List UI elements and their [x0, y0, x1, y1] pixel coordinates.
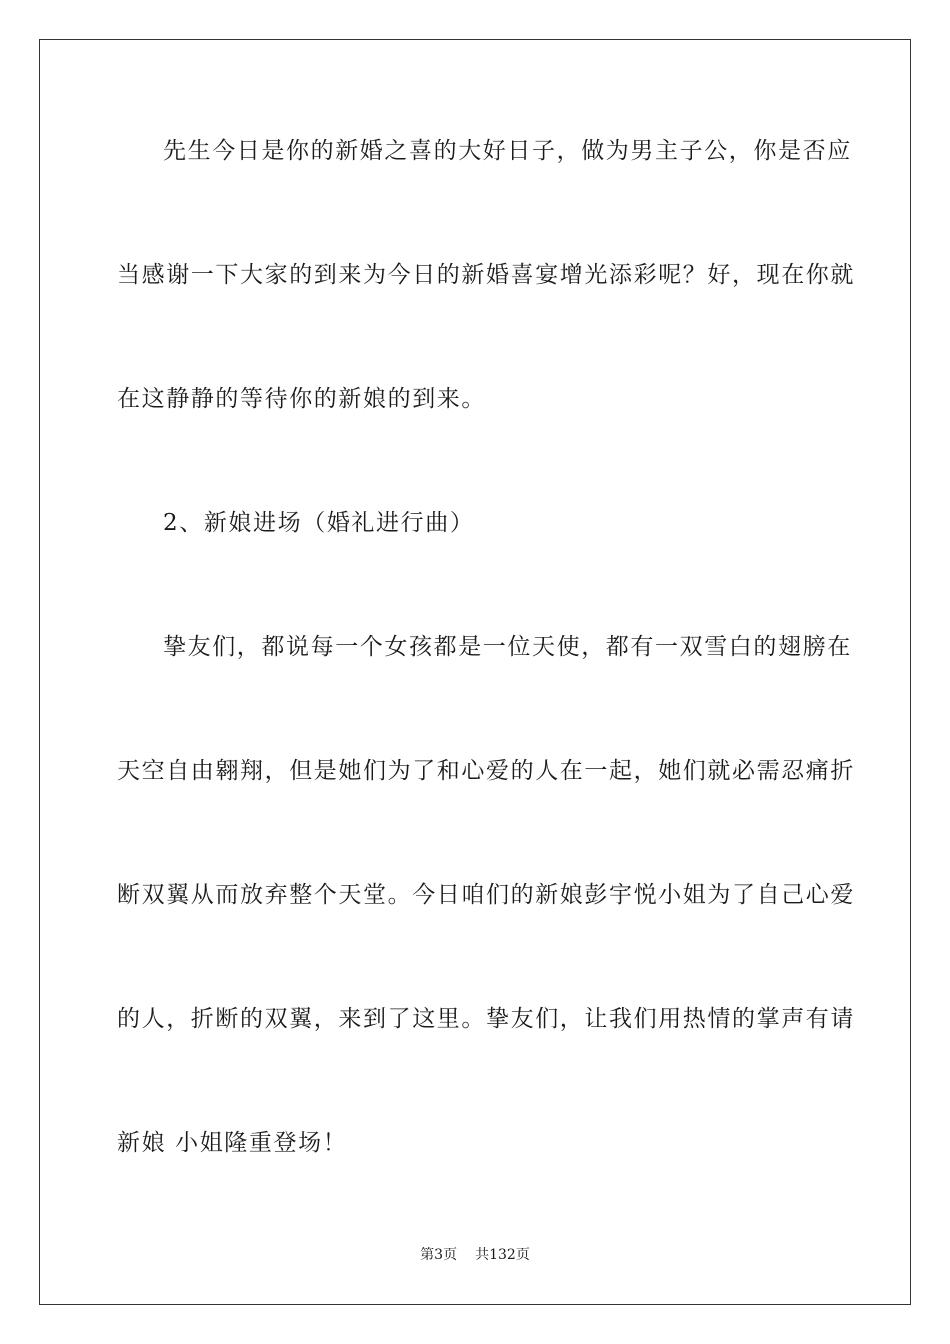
section-heading: 2、新娘进场（婚礼进行曲）: [163, 510, 475, 536]
page-total: 共132页: [475, 1247, 530, 1263]
paragraph-line: 天空自由翱翔，但是她们为了和心爱的人在一起，她们就必需忍痛折: [117, 758, 855, 784]
paragraph-line: 在这静静的等待你的新娘的到来。: [117, 386, 486, 412]
paragraph-line: 先生今日是你的新婚之喜的大好日子，做为男主子公，你是否应: [163, 138, 852, 164]
page-border: [39, 39, 911, 1305]
page-footer: [0, 1245, 950, 1265]
page-number: 第3页: [420, 1247, 458, 1263]
paragraph-line: 新娘 小姐隆重登场！: [117, 1130, 348, 1156]
paragraph-line: 的人，折断的双翼，来到了这里。挚友们，让我们用热情的掌声有请: [117, 1006, 855, 1032]
paragraph-line: 断双翼从而放弃整个天堂。今日咱们的新娘彭宇悦小姐为了自己心爱: [117, 882, 855, 908]
paragraph-line: 挚友们，都说每一个女孩都是一位天使，都有一双雪白的翅膀在: [163, 634, 852, 660]
paragraph-line: 当感谢一下大家的到来为今日的新婚喜宴增光添彩呢？好，现在你就: [117, 262, 855, 288]
